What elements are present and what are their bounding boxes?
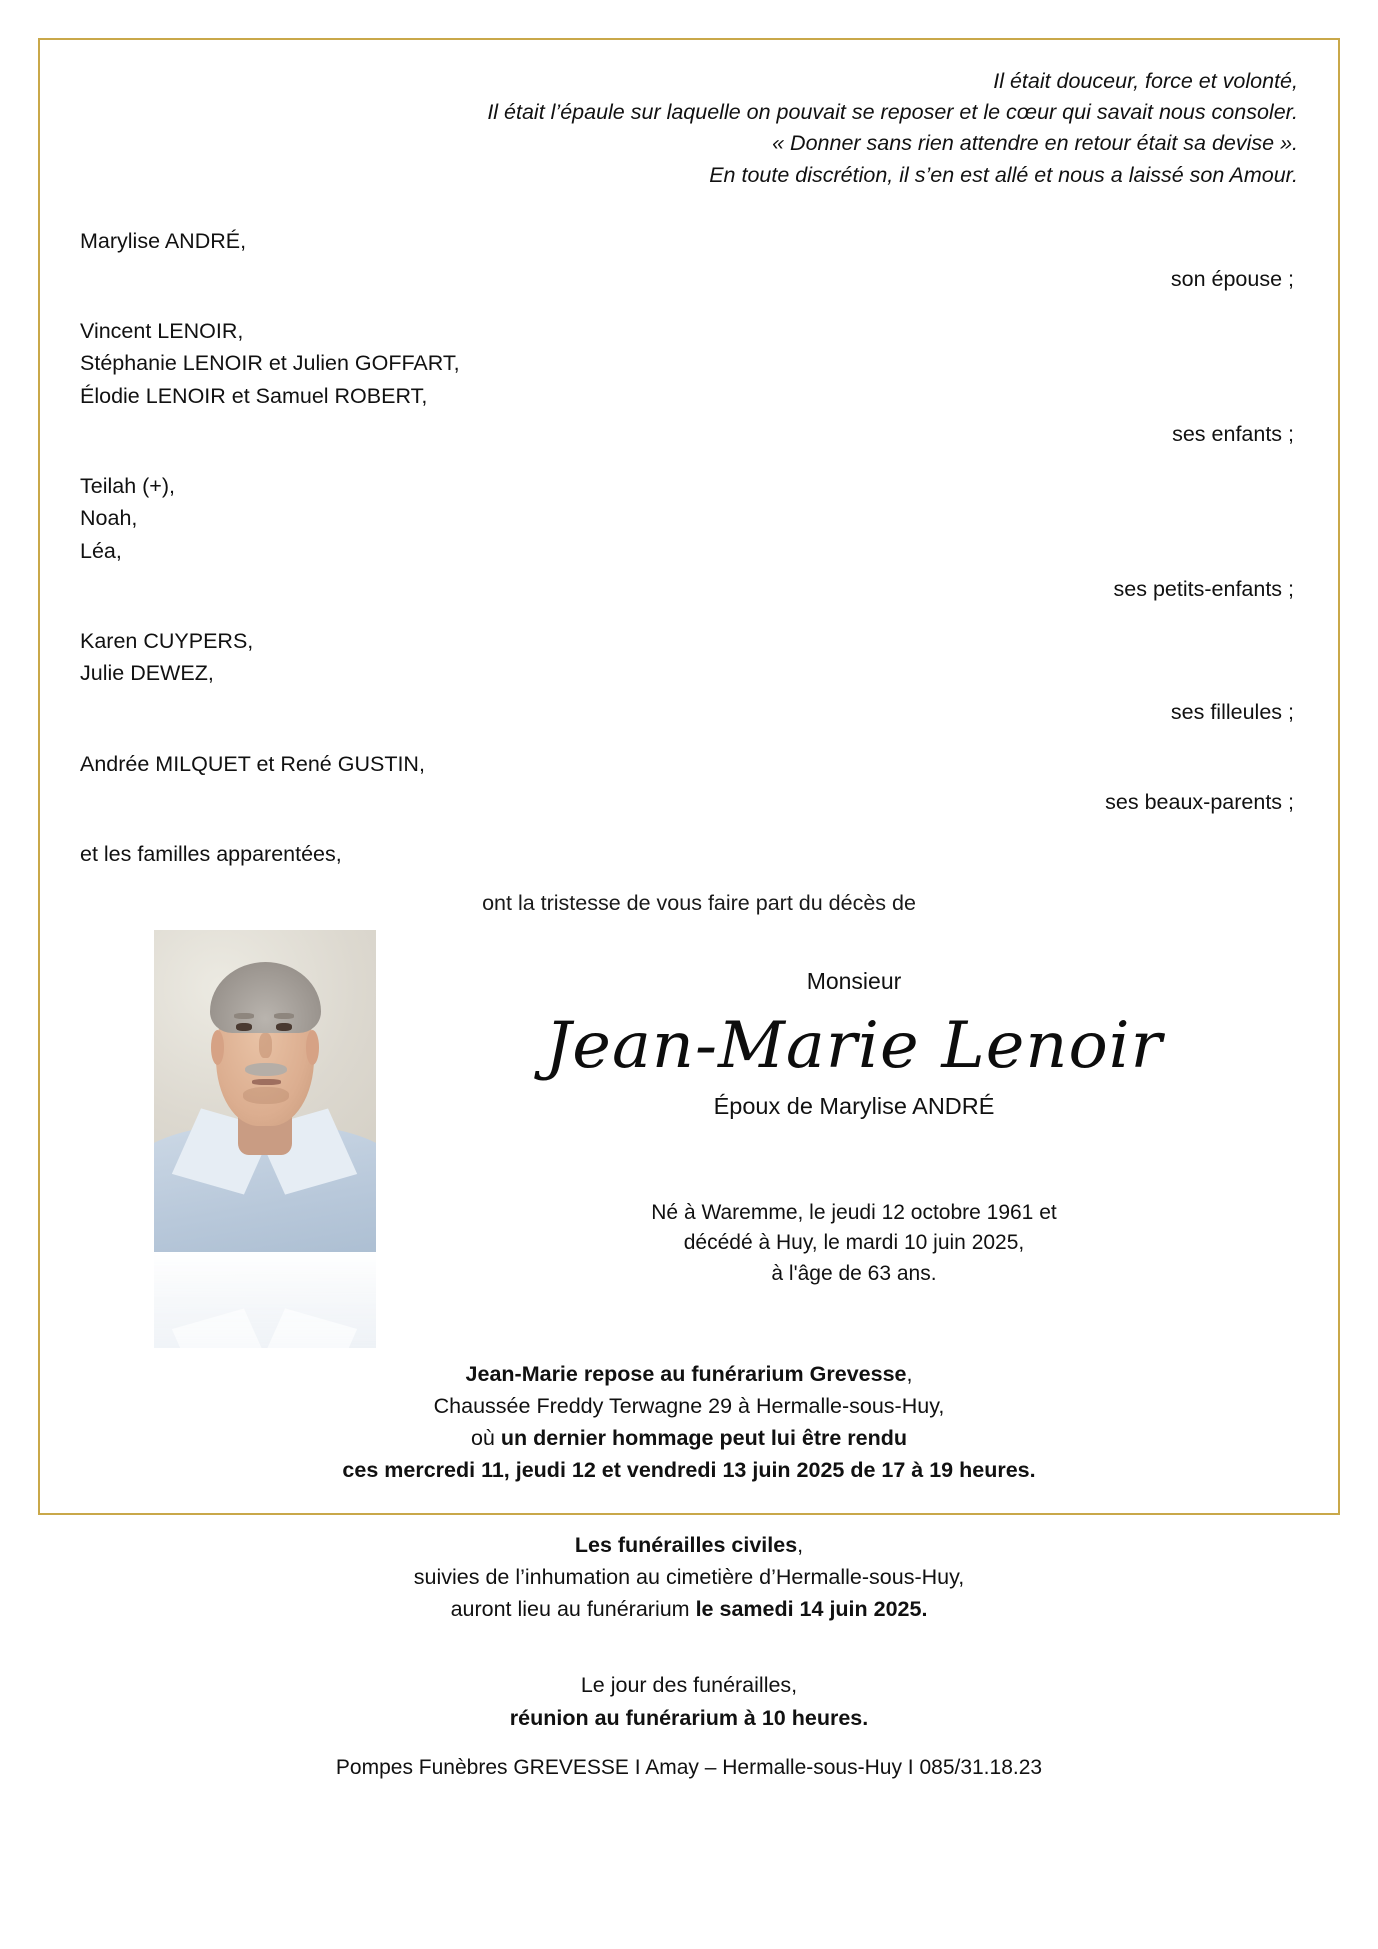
grandchildren-role: ses petits-enfants ;	[1113, 576, 1294, 601]
birth-line-2: décédé à Huy, le mardi 10 juin 2025,	[683, 1231, 1025, 1255]
goddaughter-name-1: Karen CUYPERS,	[80, 629, 254, 654]
deceased-name-block	[410, 968, 1298, 1289]
poem-line-4: En toute discrétion, il s’en est allé et nous a laissé son Amour.	[709, 162, 1298, 187]
wake-line-2: Chaussée Freddy Terwagne 29 à Hermalle-sous-Huy,	[433, 1393, 945, 1418]
other-families: et les familles apparentées,	[80, 842, 342, 867]
wake-info	[80, 1358, 1298, 1487]
grandchild-name-1: Teilah (+),	[80, 474, 175, 499]
child-name-2: Stéphanie LENOIR et Julien GOFFART,	[80, 351, 460, 376]
spouse-role: son épouse ;	[1170, 266, 1294, 291]
funeral-home-footer: Pompes Funèbres GREVESSE I Amay – Hermalle-sous-Huy I 085/31.18.23	[335, 1755, 1043, 1779]
portrait-reflection-copy	[154, 1252, 376, 1348]
decorative-border-frame	[38, 38, 1340, 1779]
funeral-line-2: suivies de l’inhumation au cimetière d’Hermalle-sous-Huy,	[413, 1564, 965, 1589]
wake-line-3-prefix: où	[470, 1426, 501, 1451]
spouse-name: Marylise ANDRÉ,	[80, 228, 247, 253]
funeral-line-1-bold: Les funérailles civiles	[574, 1532, 798, 1557]
poem-line-2: Il était l’épaule sur laquelle on pouvait se reposer et le cœur qui savait nous consoler.	[487, 100, 1298, 125]
wake-line-1-bold: Jean-Marie repose au funérarium Grevesse	[465, 1361, 907, 1386]
birth-line-3: à l'âge de 63 ans.	[771, 1261, 937, 1285]
grandchild-name-2: Noah,	[80, 506, 138, 531]
birth-line-1: Né à Waremme, le jeudi 12 octobre 1961 et	[651, 1200, 1057, 1224]
wake-line-1-rest: ,	[906, 1361, 913, 1386]
portrait-photo-image	[154, 930, 376, 1252]
deceased-name: Jean-Marie Lenoir	[545, 1008, 1163, 1083]
reunion-line-2: réunion au funérarium à 10 heures.	[509, 1705, 869, 1730]
wake-line-3	[80, 1422, 1298, 1454]
child-name-1: Vincent LENOIR,	[80, 319, 244, 344]
deceased-dates	[410, 1198, 1298, 1289]
funeral-line-3	[80, 1593, 1298, 1625]
wake-line-3-bold: un dernier hommage peut lui être rendu	[500, 1426, 908, 1451]
funeral-line-1-rest: ,	[797, 1532, 804, 1557]
funeral-line-3-bold: le samedi 14 juin 2025.	[695, 1597, 928, 1622]
wake-line-4: ces mercredi 11, jeudi 12 et vendredi 13 juin 2025 de 17 à 19 heures.	[342, 1458, 1036, 1483]
poem-line-1: Il était douceur, force et volonté,	[993, 69, 1298, 93]
portrait-and-name-block	[80, 930, 1298, 1330]
family-list	[80, 225, 1298, 871]
funeral-info	[80, 1529, 1298, 1626]
reunion-info	[80, 1669, 1298, 1734]
portrait-photo	[154, 930, 376, 1252]
funeral-line-3-prefix: auront lieu au funérarium	[450, 1597, 696, 1622]
deceased-spouse-line: Époux de Marylise ANDRÉ	[713, 1092, 995, 1119]
portrait-reflection	[154, 1252, 376, 1348]
wake-line-1	[80, 1358, 1298, 1390]
goddaughter-name-2: Julie DEWEZ,	[80, 661, 214, 686]
grandchild-name-3: Léa,	[80, 538, 122, 563]
child-name-3: Élodie LENOIR et Samuel ROBERT,	[80, 383, 428, 408]
poem-block	[80, 66, 1298, 191]
inlaw-name-1: Andrée MILQUET et René GUSTIN,	[80, 751, 425, 776]
inlaws-role: ses beaux-parents ;	[1105, 790, 1294, 815]
children-role: ses enfants ;	[1172, 421, 1294, 446]
poem-line-3: « Donner sans rien attendre en retour était sa devise ».	[772, 131, 1298, 156]
goddaughters-role: ses filleules ;	[1170, 699, 1294, 724]
reunion-line-1: Le jour des funérailles,	[580, 1673, 798, 1698]
deceased-title: Monsieur	[806, 967, 902, 994]
notice-content	[40, 40, 1338, 1779]
funeral-line-1	[80, 1529, 1298, 1561]
announcement-line: ont la tristesse de vous faire part du décès de	[482, 890, 916, 915]
